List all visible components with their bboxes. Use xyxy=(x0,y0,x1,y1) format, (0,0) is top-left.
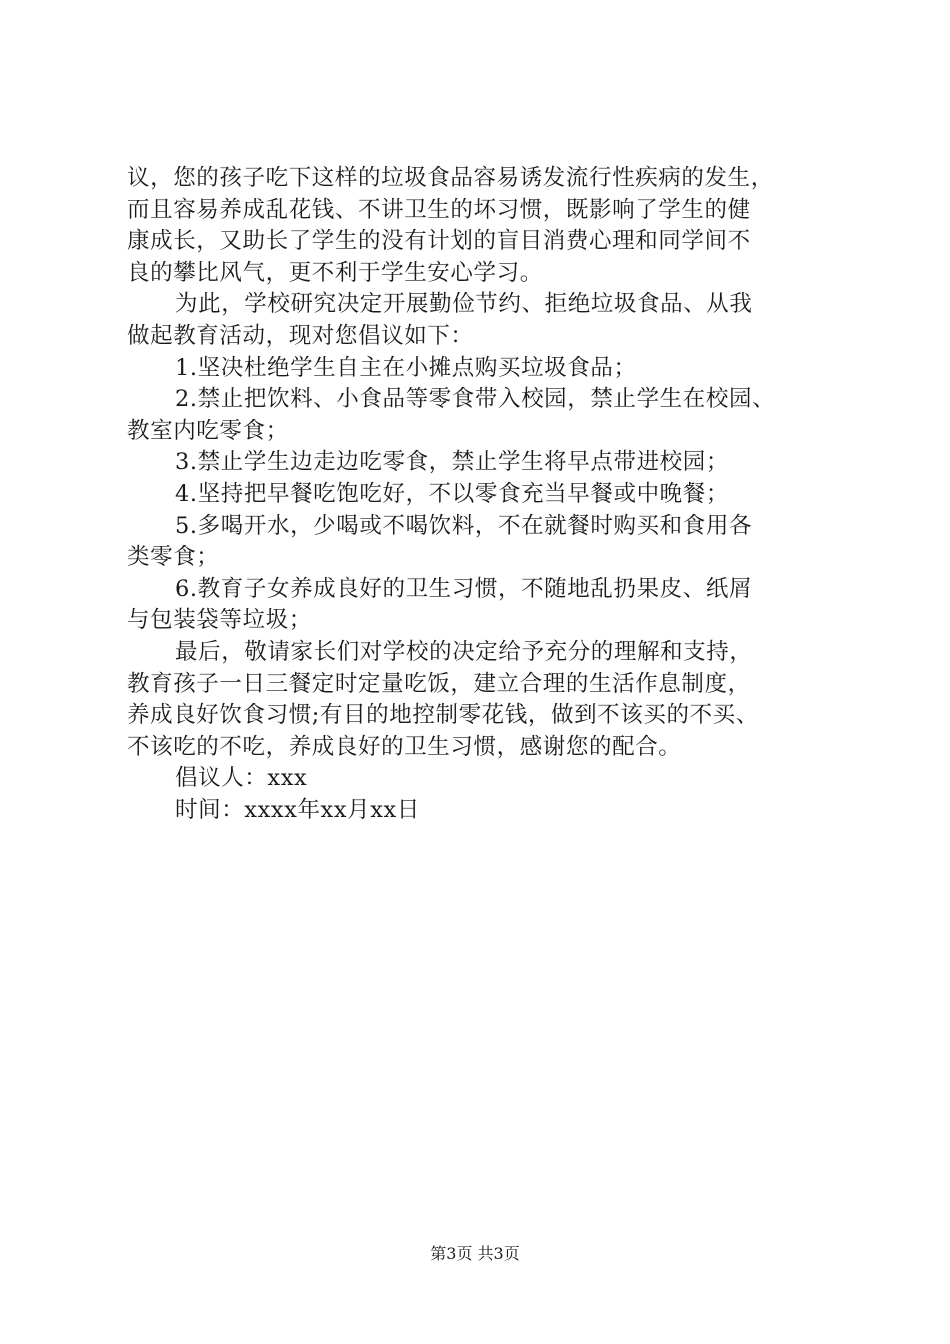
paragraph-line: 康成长，又助长了学生的没有计划的盲目消费心理和同学间不 xyxy=(127,228,751,255)
page-number: 第3页 共3页 xyxy=(430,1244,520,1263)
list-item: 5.多喝开水，少喝或不喝饮料，不在就餐时购买和食用各 xyxy=(175,512,753,539)
list-item: 3.禁止学生边走边吃零食，禁止学生将早点带进校园； xyxy=(175,449,729,476)
paragraph-line: 为此，学校研究决定开展勤俭节约、拒绝垃圾食品、从我 xyxy=(175,291,753,318)
list-item-continuation: 类零食； xyxy=(127,544,220,571)
document-body xyxy=(127,163,837,826)
list-item: 6.教育子女养成良好的卫生习惯，不随地乱扔果皮、纸屑 xyxy=(175,575,753,602)
paragraph-line: 不该吃的不吃，养成良好的卫生习惯，感谢您的配合。 xyxy=(127,733,682,760)
paragraph-line: 议，您的孩子吃下这样的垃圾食品容易诱发流行性疾病的发生， xyxy=(127,165,774,191)
paragraph-line: 良的攀比风气，更不利于学生安心学习。 xyxy=(127,259,543,286)
paragraph-line: 而且容易养成乱花钱、不讲卫生的坏习惯，既影响了学生的健 xyxy=(127,196,751,223)
paragraph-line: 教育孩子一日三餐定时定量吃饭，建立合理的生活作息制度， xyxy=(127,670,751,697)
list-item: 4.坚持把早餐吃饱吃好，不以零食充当早餐或中晚餐； xyxy=(175,480,729,507)
list-item-continuation: 与包装袋等垃圾； xyxy=(127,607,312,634)
list-item: 2.禁止把饮料、小食品等零食带入校园，禁止学生在校园、 xyxy=(175,386,776,413)
paragraph-line: 做起教育活动，现对您倡议如下： xyxy=(127,322,474,349)
list-item: 1.坚决杜绝学生自主在小摊点购买垃圾食品； xyxy=(175,354,637,381)
list-item-continuation: 教室内吃零食； xyxy=(127,417,289,444)
signature-line: 倡议人：xxx xyxy=(175,765,308,792)
paragraph-line: 养成良好饮食习惯;有目的地控制零花钱，做到不该买的不买、 xyxy=(127,702,759,729)
paragraph-line: 最后，敬请家长们对学校的决定给予充分的理解和支持， xyxy=(175,638,753,665)
date-line: 时间：xxxx年xx月xx日 xyxy=(175,796,420,823)
